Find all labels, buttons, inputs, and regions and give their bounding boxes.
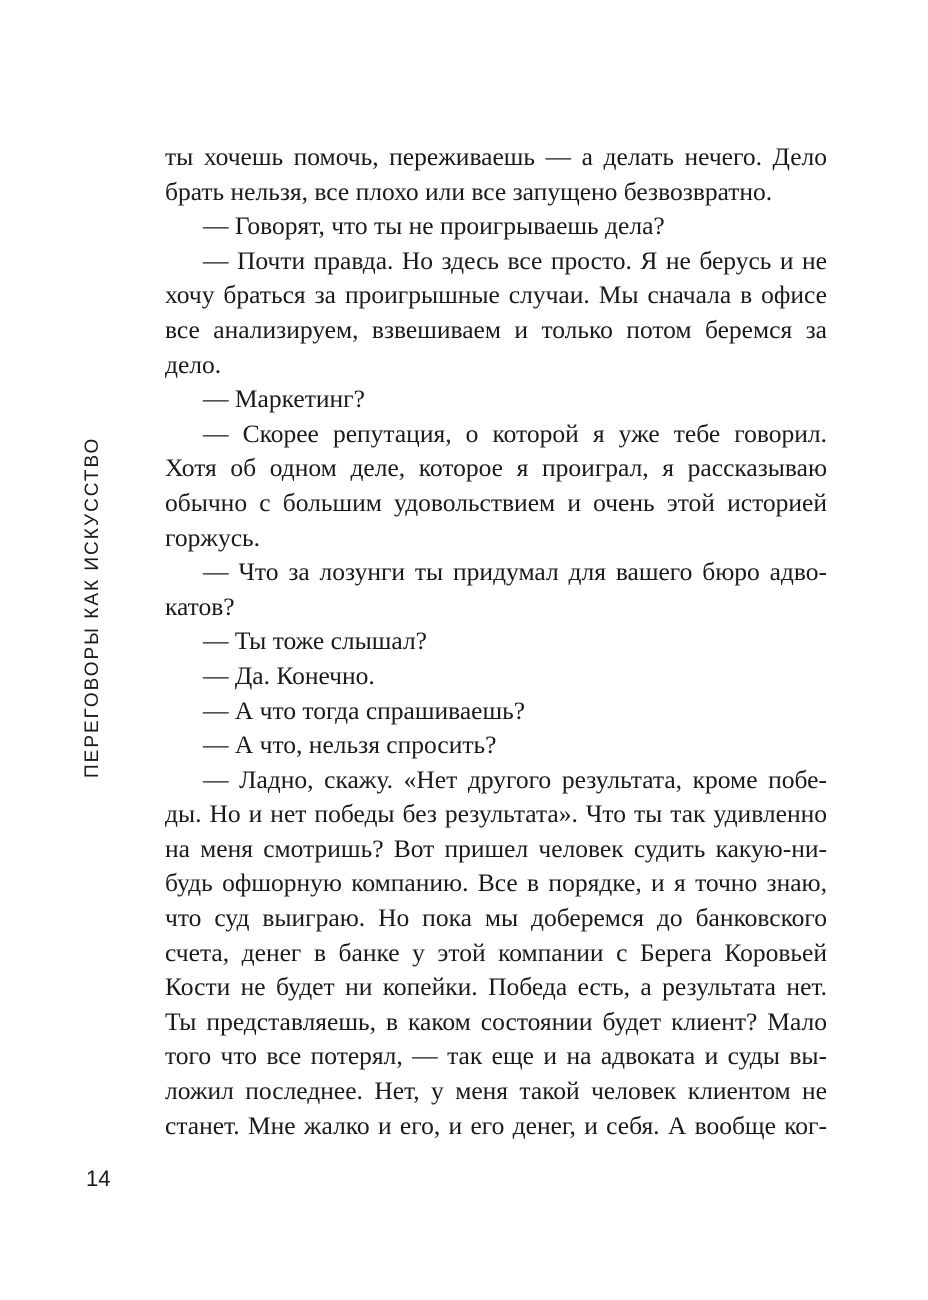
text-line: Хотя об одном деле, которое я проиграл, я рассказываю	[165, 453, 827, 483]
text-line: — Да. Конечно.	[203, 660, 375, 690]
running-head: ПЕРЕГОВОРЫ КАК ИСКУССТВО	[82, 436, 103, 778]
text-line: ды. Но и нет победы без результата». Что ты так удивленно	[165, 799, 827, 829]
text-line: станет. Мне жалко и его, и его денег, и себя. А вообще ког-	[165, 1110, 827, 1140]
text-line: — Что за лозунги ты придумал для вашего бюро адво-	[203, 557, 827, 587]
text-line: хочу браться за проигрышные случаи. Мы сначала в офисе	[165, 280, 827, 310]
body-text	[165, 140, 827, 1143]
text-line: ты хочешь помочь, переживаешь — а делать нечего. Дело	[165, 142, 827, 171]
text-line: — Маркетинг?	[203, 384, 365, 414]
text-line: того что все потерял, — так еще и на адвоката и суды вы-	[165, 1041, 827, 1071]
text-line: счета, денег в банке у этой компании с Берега Коровьей	[165, 937, 827, 967]
text-line: — Ты тоже слышал?	[203, 626, 427, 656]
text-line: ложил последнее. Нет, у меня такой человек клиентом не	[165, 1076, 827, 1106]
text-line: — Ладно, скажу. «Нет другого результата, кроме побе-	[203, 764, 827, 794]
text-line: будь офшорную компанию. Все в порядке, и я точно знаю,	[165, 868, 827, 898]
text-line: на меня смотришь? Вот пришел человек судить какую-ни-	[165, 833, 827, 863]
text-line: обычно с большим удовольствием и очень этой историей	[165, 487, 827, 517]
text-line: — А что, нельзя спросить?	[203, 730, 497, 760]
page-number: 14	[86, 1166, 111, 1191]
text-line: горжусь.	[165, 522, 261, 552]
text-line: — Почти правда. Но здесь все просто. Я не берусь и не	[203, 245, 827, 275]
text-line: Кости не будет ни копейки. Победа есть, а результата нет.	[165, 972, 827, 1002]
text-line: дело.	[165, 349, 222, 379]
text-line: катов?	[165, 591, 235, 621]
text-line: что суд выиграю. Но пока мы доберемся до банковского	[165, 903, 827, 933]
text-line: Ты представляешь, в каком состоянии будет клиент? Мало	[165, 1006, 827, 1036]
text-line: все анализируем, взвешиваем и только потом беремся за	[165, 314, 827, 344]
text-line: брать нельзя, все плохо или все запущено безвозвратно.	[165, 176, 773, 206]
text-line: — Скорее репутация, о которой я уже тебе говорил.	[203, 418, 827, 448]
text-line: — Говорят, что ты не проигрываешь дела?	[203, 211, 665, 241]
text-line: — А что тогда спрашиваешь?	[203, 695, 526, 725]
